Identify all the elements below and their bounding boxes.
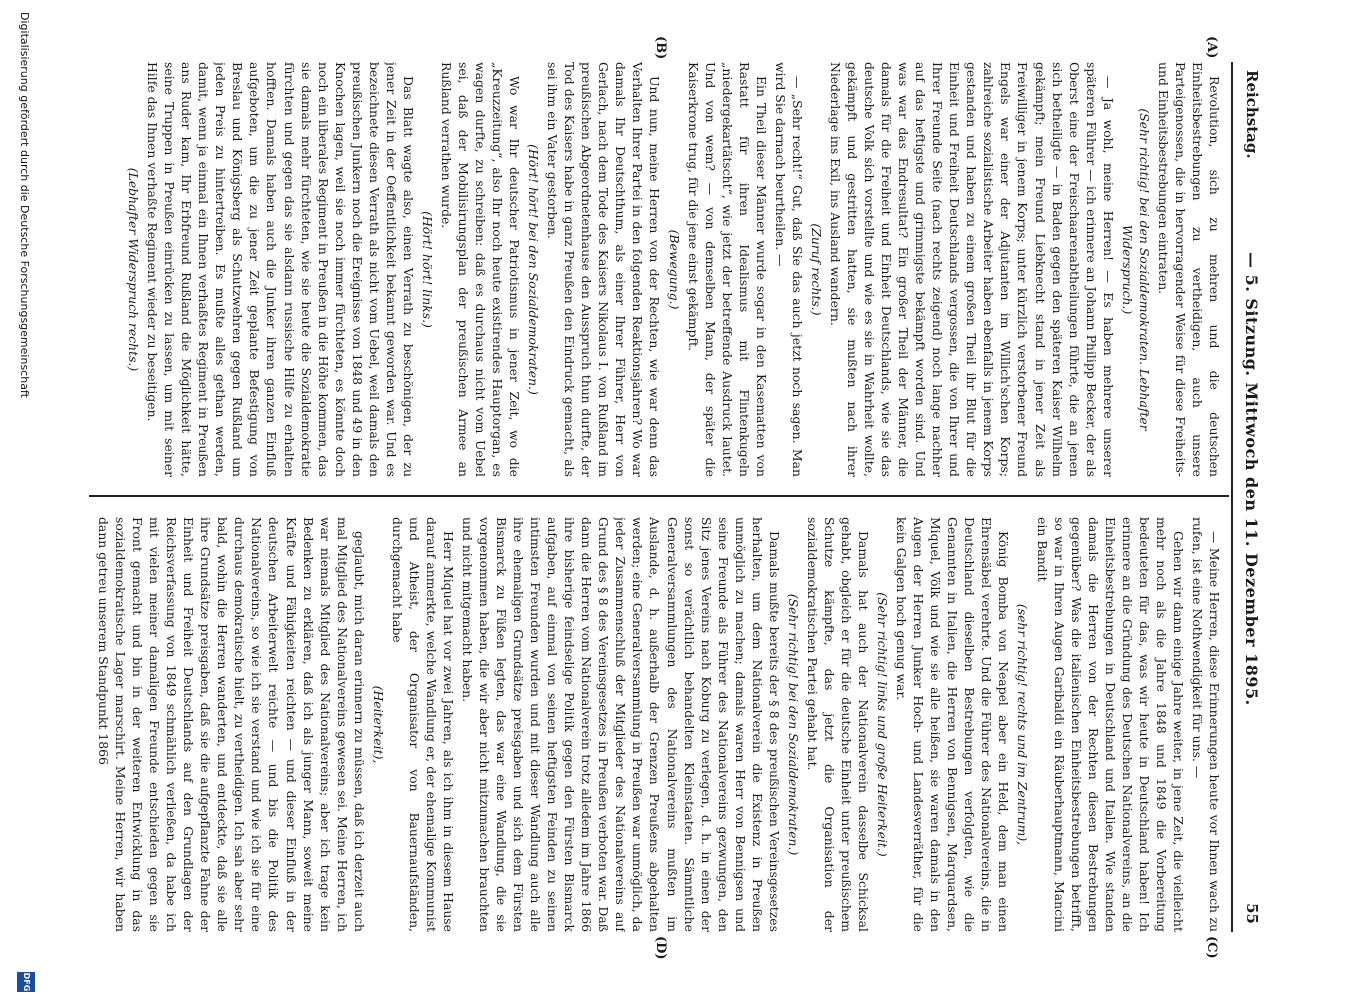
margin-marker-a: (A) [1204, 36, 1219, 59]
margin-marker-b: (B) [653, 36, 668, 60]
page-header [1231, 62, 1263, 932]
stage-direction: (Heiterkeit), [370, 685, 386, 764]
stage-direction: (Sehr richtig! bei den Sozialdemokraten. Lebhafter Widerspruch.) [1119, 108, 1152, 431]
paragraph: geglaubt, mich daran erinnern zu müssen, daß ich derzeit auch mal Mitglied des Nationalvereins gewesen sei. Meine Herren, ich war niemals Mitglied des Nationalvereins; aber ich trage kein Bedenken zu erklären, daß ich als junger Mann, soweit meine Kräfte und Fähigkeiten reichten — und dieser Einfluß in der deutschen Arbeiterwelt reichte — und bis die Politik des Nationalvereins, so wie ich sie verstand und wie ich sie für eine durchaus demokratische hielt, zu vertheidigen. Ich sah aber sehr bald, wohin die Herren wanderten, und entdeckte, daß sie alle ihre Grundsätze preisgaben, daß sie die aufgepflanzte Fahne der Einheit und Freiheit Deutschlands auf den Grundlagen der Reichsverfassung von 1849 schmählich verließen, da habe ich mit vielen meiner damaligen Freunde entschieden gegen sie Front gemacht und bin in der weiteren Entwicklung in das sozialdemokratische Lager marschirt. Meine Herren, wir haben dann getreu unserem Standpunkt 1866 [96, 517, 367, 932]
paragraph: Wo war Ihr deutscher Patriotismus in jener Zeit, wo die „Kreuzzeitung“, also Ihr noch heute existirendes Hauptorgan, es wagen durfte, zu schreiben: daß es durchaus nicht vom Uebel sei, daß der Mobilisirungsplan der preußischen Armee an Rußland verrathen wurde. [438, 62, 523, 477]
paragraph: Revolution, sich zu mehren und die deutschen Einheitsbestrebungen zu vertheidigen, auch unsere Parteigenossen, die in hervorragender Weise für diese Freiheits- und Einheitsbestrebungen eintraten. [1155, 62, 1222, 477]
margin-marker-c: (C) [1204, 936, 1219, 959]
paragraph: Das Blatt wagte also, einen Verrath zu beschönigen, der zu jener Zeit in der Oeffentlichkeit bekannt geworden war. Und es bezeichnete diesen Verrath als nicht vom Uebel, weil damals den preußischen Junkern noch die Ereignisse von 1848 und 49 in den Knochen lagen, weil sie noch immer fürchteten, es könnte doch noch ein liberales Regiment in Preußen in die Höhe kommen, das sie damals mehr fürchteten, wie sie heute die Sozialdemokratie fürchten und gegen das sie alsdann russische Hilfe zu erhalten hofften. Damals haben auch die Junker ihren ganzen Einfluß aufgeboten, um die zu jener Zeit geplante Befestigung von Breslau und Königsberg als Schutzwehren gegen Rußland um jeden Preis zu hintertreiben. Es mußte alles gethan werden, damit, wenn ja einmal ein Ihnen verhaßtes Regiment in Preußen ans Ruder kam, Ihr Erbfreund Rußland die Möglichkeit hätte, seine Truppen in Preußen einrücken zu lassen, um mit seiner Hilfe das Ihnen verhaßte Regiment wieder zu beseitigen. [145, 62, 416, 477]
stage-direction: (sehr richtig! rechts und im Zentrum), [1015, 603, 1031, 846]
paragraph: König Bomba von Neapel aber ein Held, dem man einen Ehrensäbel verehrte. Und die Führer des Nationalvereins, die in Deutschland dieselben Bestrebungen verfolgten, wie die Genannten in Italien, die Herren von Bennigsen, Marquardsen, Miquel, Völk und wie sie alle heißen, sie waren damals in den Augen der Herren Junker Hoch- und Landesverräther, für die kein Galgen hoch genug war. [894, 517, 1012, 932]
paragraph: Gehen wir dann einige Jahre weiter, in jene Zeit, die vielleicht mehr noch als die Jahre 1848 und 1849 die Vorbereitung bedeuteten für das, was wir heute in Deutschland haben! Ich erinnere an die Gründung des Deutschen Nationalvereins, an die Einheitsbestrebungen in Deutschland und Italien. Wie standen damals die Herren von der Rechten diesen Bestrebungen gegenüber? Was die italienischen Einheitsbestrebungen betrifft, so war in Ihren Augen Garibaldi ein Räuberhauptmann, Mancini ein Bandit [1034, 517, 1186, 932]
margin-marker-d: (D) [653, 936, 668, 960]
newspaper-sheet [83, 36, 1263, 960]
column-divider [89, 495, 1229, 497]
header-left: Reichstag. [1243, 70, 1261, 159]
paragraph: Damals hat auch der Nationalverein dasselbe Schicksal gehabt, obgleich er für die deutsche Einheit unter preußischem Schutze kämpfte, das jetzt die Organisation der sozialdemokratischen Partei gehabt hat. [804, 517, 872, 932]
paragraph: — „Sehr recht!“ Gut, daß Sie das auch jetzt noch sagen. Man wird Sie darnach beurtheilen. — [772, 62, 805, 477]
stage-direction: (Lebhafter Widerspruch rechts.) [126, 167, 142, 372]
left-column [93, 62, 1223, 477]
stage-direction: (Sehr richtig! bei den Sozialdemokraten.) [785, 593, 801, 856]
header-title: — 5. Sitzung. Mittwoch den 11. Dezember 1895. [1242, 252, 1261, 706]
stage-direction: (Sehr richtig! links und große Heiterkeit.) [875, 592, 891, 857]
dfg-logo: DFG [17, 972, 35, 992]
stage-direction: (Hört! hört! links.) [419, 211, 435, 328]
paragraph: Damals mußte bereits der § 8 des preußischen Vereinsgesetzes herhalten, um dem Nationalverein die Existenz in Preußen unmöglich zu machen; damals waren Herr von Bennigsen und seine Freunde als Führer des Nationalvereins gezwungen, den Sitz jenes Vereins nach Koburg zu verlegen, d. h. in einen der sonst so verächtlich behandelten Kleinstaaten. Sämmtliche Generalversammlungen des Nationalvereins mußten im Auslande, d. h. außerhalb der Grenzen Preußens abgehalten werden; eine Generalversammlung in Preußen war unmöglich, da jeder Zusammenschluß der Mitglieder des Nationalvereins auf Grund des § 8 des Vereinsgesetzes in Preußen verboten war. Daß dann die Herren vom Nationalverein trotz alledem im Jahre 1866 ihre bisherige feindselige Politik gegen den Fürsten Bismarck aufgaben, auf einmal von seinen heftigsten Feinden zu seinen intimsten Freunden wurden und mit dieser Wandlung auch alle ihre ehemaligen Grundsätze preisgaben und sich dem Fürsten Bismarck zu Füßen legten, das war eine Wandlung, die sie vorgenommen haben, die wir aber nicht mitzumachen brauchten und nicht mitgemacht haben. [459, 517, 782, 932]
footer-credit: Digitalisierung gefördert durch die Deutsche Forschungsgemeinschaft [18, 12, 31, 398]
paragraph: — Meine Herren, diese Erinnerungen heute vor Ihnen wach zu rufen, ist eine Nothwendigkeit für uns. — [1189, 517, 1222, 932]
paragraph: Und nun, meine Herren von der Rechten, wie war denn das Verhalten Ihrer Partei in den folgenden Reaktionsjahren? Wo war damals Ihr Deutschthum, als einer Ihrer Führer, Herr von Gerlach, nach dem Tode des Kaisers Nikolaus I. von Rußland im preußischen Abgeordnetenhause den Ausspruch thun durfte, der Tod des Kaisers habe in ganz Preußen den Eindruck gemacht, als sei ihm ein Vater gestorben. [545, 62, 663, 477]
paragraph: Ein Theil dieser Männer wurde sogar in den Kasematten von Rastatt für ihren Idealismus mit Flintenkugeln „niedergekartätscht“, wie jetzt der betreffende Ausdruck lautet. Und von wem? — von demselben Mann, der später die Kaiserkrone trug, für die jene einst gekämpft. [685, 62, 769, 477]
stage-direction: (Hört! hört! bei den Sozialdemokraten.) [526, 144, 542, 395]
right-column [93, 517, 1223, 932]
stage-direction: (Bewegung.) [666, 229, 682, 310]
stage-direction: (Zuruf rechts.) [808, 223, 824, 316]
paragraph: Herr Miquel hat vor zwei Jahren, als ich ihm in diesem Hause darauf anmerkte, welche Wandlung er, der ehemalige Kommunist und Atheist, der Organisator von Bauernaufständen, durchgemacht habe [389, 517, 456, 932]
page-number: 55 [1243, 903, 1261, 924]
paragraph: — Ja wohl, meine Herren! — Es haben mehrere unserer späteren Führer — ich erinnere an Johann Philipp Becker, der als Oberst eine der Freischaarenabtheilungen führte, die an jenen sich betheiligte — in Baden gegen den späteren Kaiser Wilhelm gekämpft; mein Freund Liebknecht stand in jener Zeit als Freiwilliger in jenem Korps; unter kürzlich verstorbener Freund Engels war einer der Adjutanten im Willich'schen Korps; zahlreiche sozialistische Arbeiter haben ebenfalls in jenem Korps gestanden und haben zu einem großen Theil ihr Blut für die Einheit und Freiheit Deutschlands vergossen, die von Ihrer und Ihrer Freunde Seite (nach rechts zeigend) noch lange nachher auf das heftigste und grimmigste bekämpft worden sind. Und was war das Endresultat? Ein großer Theil der Männer, die damals für die Freiheit und Einheit Deutschlands, wie sie das deutsche Volk sich vorstellte und wie es sie in Wahrheit wollte, gekämpft und gestritten hatten, sie mußten nach ihrer Niederlage ins Exil, ins Ausland wandern. [827, 62, 1116, 477]
